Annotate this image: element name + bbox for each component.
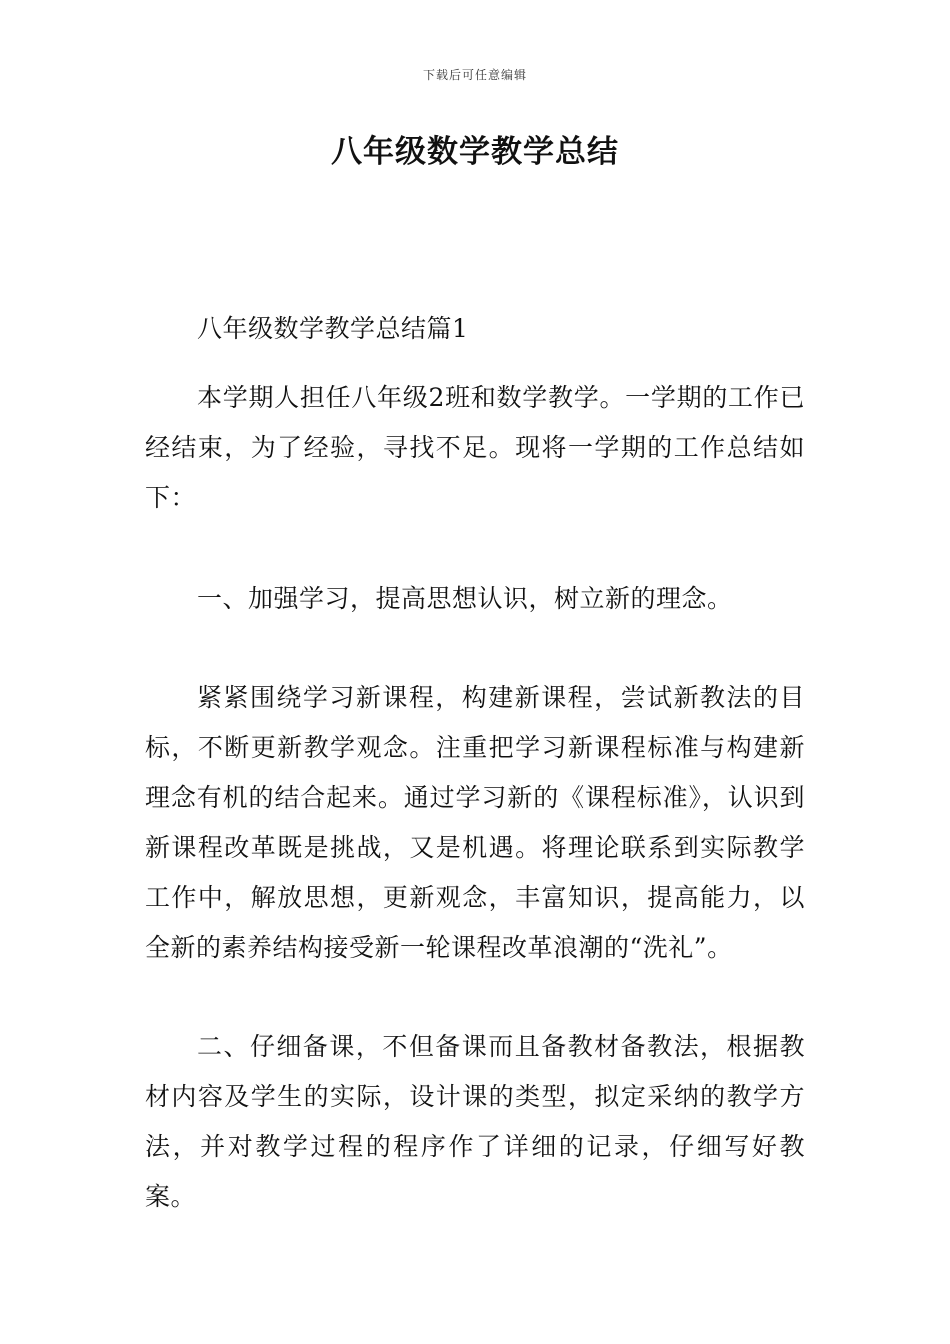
header-note: 下载后可任意编辑 — [422, 68, 527, 82]
point-2-paragraph: 二、仔细备课，不但备课而且备教材备教法，根据教材内容及学生的实际，设计课的类型，拟定采纳的教学方法，并对教学过程的程序作了详细的记录，仔细写好教案。 — [145, 1032, 805, 1211]
point-1-heading: 一、加强学习，提高思想认识，树立新的理念。 — [197, 584, 733, 613]
point-1-paragraph: 紧紧围绕学习新课程，构建新课程，尝试新教法的目标，不断更新教学观念。注重把学习新课程标准与构建新理念有机的结合起来。通过学习新的《课程标准》，认识到新课程改革既是挑战，又是机遇。将理论联系到实际教学工作中，解放思想，更新观念，丰富知识，提高能力，以全新的素养结构接受新一轮课程改革浪潮的“洗礼”。 — [145, 683, 805, 962]
intro-paragraph: 本学期人担任八年级2班和数学教学。一学期的工作已经结束，为了经验，寻找不足。现将一学期的工作总结如下： — [145, 383, 805, 512]
section-heading: 八年级数学教学总结篇1 — [197, 314, 469, 343]
document-title: 八年级数学教学总结 — [331, 134, 619, 170]
